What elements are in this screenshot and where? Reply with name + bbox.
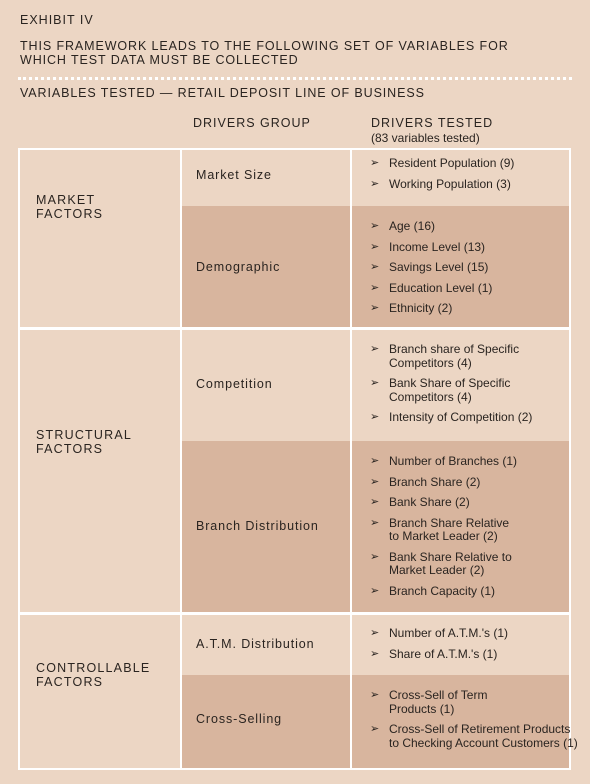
- item-text: Ethnicity (2): [389, 301, 453, 315]
- list-item: [370, 585, 570, 599]
- arrow-bullet-icon: ➢: [370, 647, 380, 660]
- list-item: [370, 241, 570, 255]
- group-name: Demographic: [196, 260, 281, 274]
- section-structural-factors: [20, 330, 569, 615]
- header-variable-count: (83 variables tested): [371, 131, 480, 145]
- item-text: Income Level (13): [389, 239, 486, 254]
- item-text: to Market Leader (2): [389, 529, 498, 543]
- item-text: Number of A.T.M.'s (1): [389, 626, 508, 640]
- header-drivers-group: DRIVERS GROUP: [193, 116, 311, 130]
- driver-list: [370, 627, 570, 661]
- arrow-bullet-icon: ➢: [370, 281, 380, 294]
- arrow-bullet-icon: ➢: [370, 343, 380, 355]
- arrow-bullet-icon: ➢: [370, 723, 380, 735]
- column-divider: [350, 330, 352, 612]
- item-text: Branch Share (2): [389, 474, 481, 489]
- item-text: Resident Population (9): [389, 156, 515, 170]
- item-text: Cross-Sell of Term: [389, 688, 488, 702]
- item-text: Savings Level (15): [389, 260, 489, 274]
- column-divider: [180, 615, 182, 768]
- list-item: [370, 261, 570, 275]
- section-label: [36, 193, 103, 221]
- driver-list: [370, 343, 570, 425]
- item-text: Branch Share Relative: [389, 515, 510, 530]
- section-market-factors: [20, 150, 569, 330]
- column-divider: [350, 615, 352, 768]
- arrow-bullet-icon: ➢: [370, 550, 380, 563]
- column-divider: [180, 150, 182, 327]
- group-name: Competition: [196, 377, 273, 391]
- list-item: [370, 627, 570, 641]
- item-text: Market Leader (2): [389, 563, 485, 577]
- item-text: Age (16): [389, 219, 436, 233]
- arrow-bullet-icon: ➢: [370, 496, 380, 508]
- section-label: [36, 661, 150, 689]
- section-controllable-factors: [20, 615, 578, 768]
- item-text: Competitors (4): [389, 389, 472, 404]
- section-label-line: MARKET: [36, 193, 96, 207]
- list-item: [370, 302, 570, 316]
- column-divider: [350, 150, 352, 327]
- item-text: Bank Share of Specific: [389, 376, 511, 390]
- list-item: [370, 723, 585, 750]
- list-item: [370, 411, 570, 425]
- driver-list: [370, 689, 585, 750]
- list-item: [370, 517, 570, 544]
- driver-list: [370, 220, 570, 316]
- dotted-divider: [18, 77, 572, 80]
- intro-text: [20, 39, 580, 67]
- section-label-line: CONTROLLABLE: [36, 661, 151, 675]
- driver-list: [370, 455, 570, 598]
- arrow-bullet-icon: ➢: [370, 177, 380, 190]
- list-item: [370, 496, 570, 510]
- item-text: Competitors (4): [389, 355, 472, 370]
- list-item: [370, 377, 570, 404]
- item-text: to Checking Account Customers (1): [389, 735, 578, 750]
- arrow-bullet-icon: ➢: [370, 261, 380, 273]
- section-label-line: FACTORS: [36, 442, 104, 456]
- section-label-line: FACTORS: [36, 675, 104, 689]
- item-text: Cross-Sell of Retirement Products: [389, 722, 571, 736]
- arrow-bullet-icon: ➢: [370, 689, 380, 701]
- item-text: Share of A.T.M.'s (1): [389, 646, 498, 661]
- intro-line-1: THIS FRAMEWORK LEADS TO THE FOLLOWING SET OF VARIABLES FOR: [20, 39, 509, 53]
- list-item: [370, 343, 570, 370]
- arrow-bullet-icon: ➢: [370, 627, 380, 639]
- section-label: [36, 428, 132, 456]
- arrow-bullet-icon: ➢: [370, 584, 380, 597]
- item-text: Education Level (1): [389, 280, 493, 295]
- group-name: Market Size: [196, 168, 272, 182]
- arrow-bullet-icon: ➢: [370, 377, 380, 389]
- list-item: [370, 282, 570, 296]
- section-label-line: STRUCTURAL: [36, 428, 133, 442]
- arrow-bullet-icon: ➢: [370, 475, 380, 488]
- list-item: [370, 648, 570, 662]
- column-divider: [180, 330, 182, 612]
- variables-table: [18, 148, 578, 770]
- list-item: [370, 178, 570, 192]
- list-item: [370, 689, 585, 716]
- arrow-bullet-icon: ➢: [370, 240, 380, 253]
- arrow-bullet-icon: ➢: [370, 455, 380, 467]
- list-item: [370, 551, 570, 578]
- list-item: [370, 220, 570, 234]
- item-text: Number of Branches (1): [389, 454, 518, 468]
- arrow-bullet-icon: ➢: [370, 516, 380, 529]
- item-text: Branch share of Specific: [389, 342, 520, 356]
- group-name: Cross-Selling: [196, 712, 283, 726]
- item-text: Bank Share Relative to: [389, 549, 512, 564]
- intro-line-2: WHICH TEST DATA MUST BE COLLECTED: [20, 53, 299, 67]
- list-item: [370, 476, 570, 490]
- arrow-bullet-icon: ➢: [370, 302, 380, 314]
- item-text: Intensity of Competition (2): [389, 410, 533, 424]
- driver-list: [370, 157, 570, 191]
- list-item: [370, 157, 570, 171]
- header-drivers-tested: DRIVERS TESTED: [371, 116, 494, 130]
- section-label-line: FACTORS: [36, 207, 104, 221]
- arrow-bullet-icon: ➢: [370, 220, 380, 232]
- item-text: Working Population (3): [389, 176, 511, 191]
- group-name: A.T.M. Distribution: [196, 637, 315, 651]
- arrow-bullet-icon: ➢: [370, 411, 380, 423]
- item-text: Products (1): [389, 701, 455, 716]
- table-subtitle: VARIABLES TESTED — RETAIL DEPOSIT LINE OF BUSINESS: [20, 86, 425, 100]
- item-text: Branch Capacity (1): [389, 583, 496, 598]
- list-item: [370, 455, 570, 469]
- exhibit-label: EXHIBIT IV: [20, 13, 94, 27]
- item-text: Bank Share (2): [389, 495, 470, 509]
- arrow-bullet-icon: ➢: [370, 157, 380, 169]
- group-name: Branch Distribution: [196, 519, 319, 533]
